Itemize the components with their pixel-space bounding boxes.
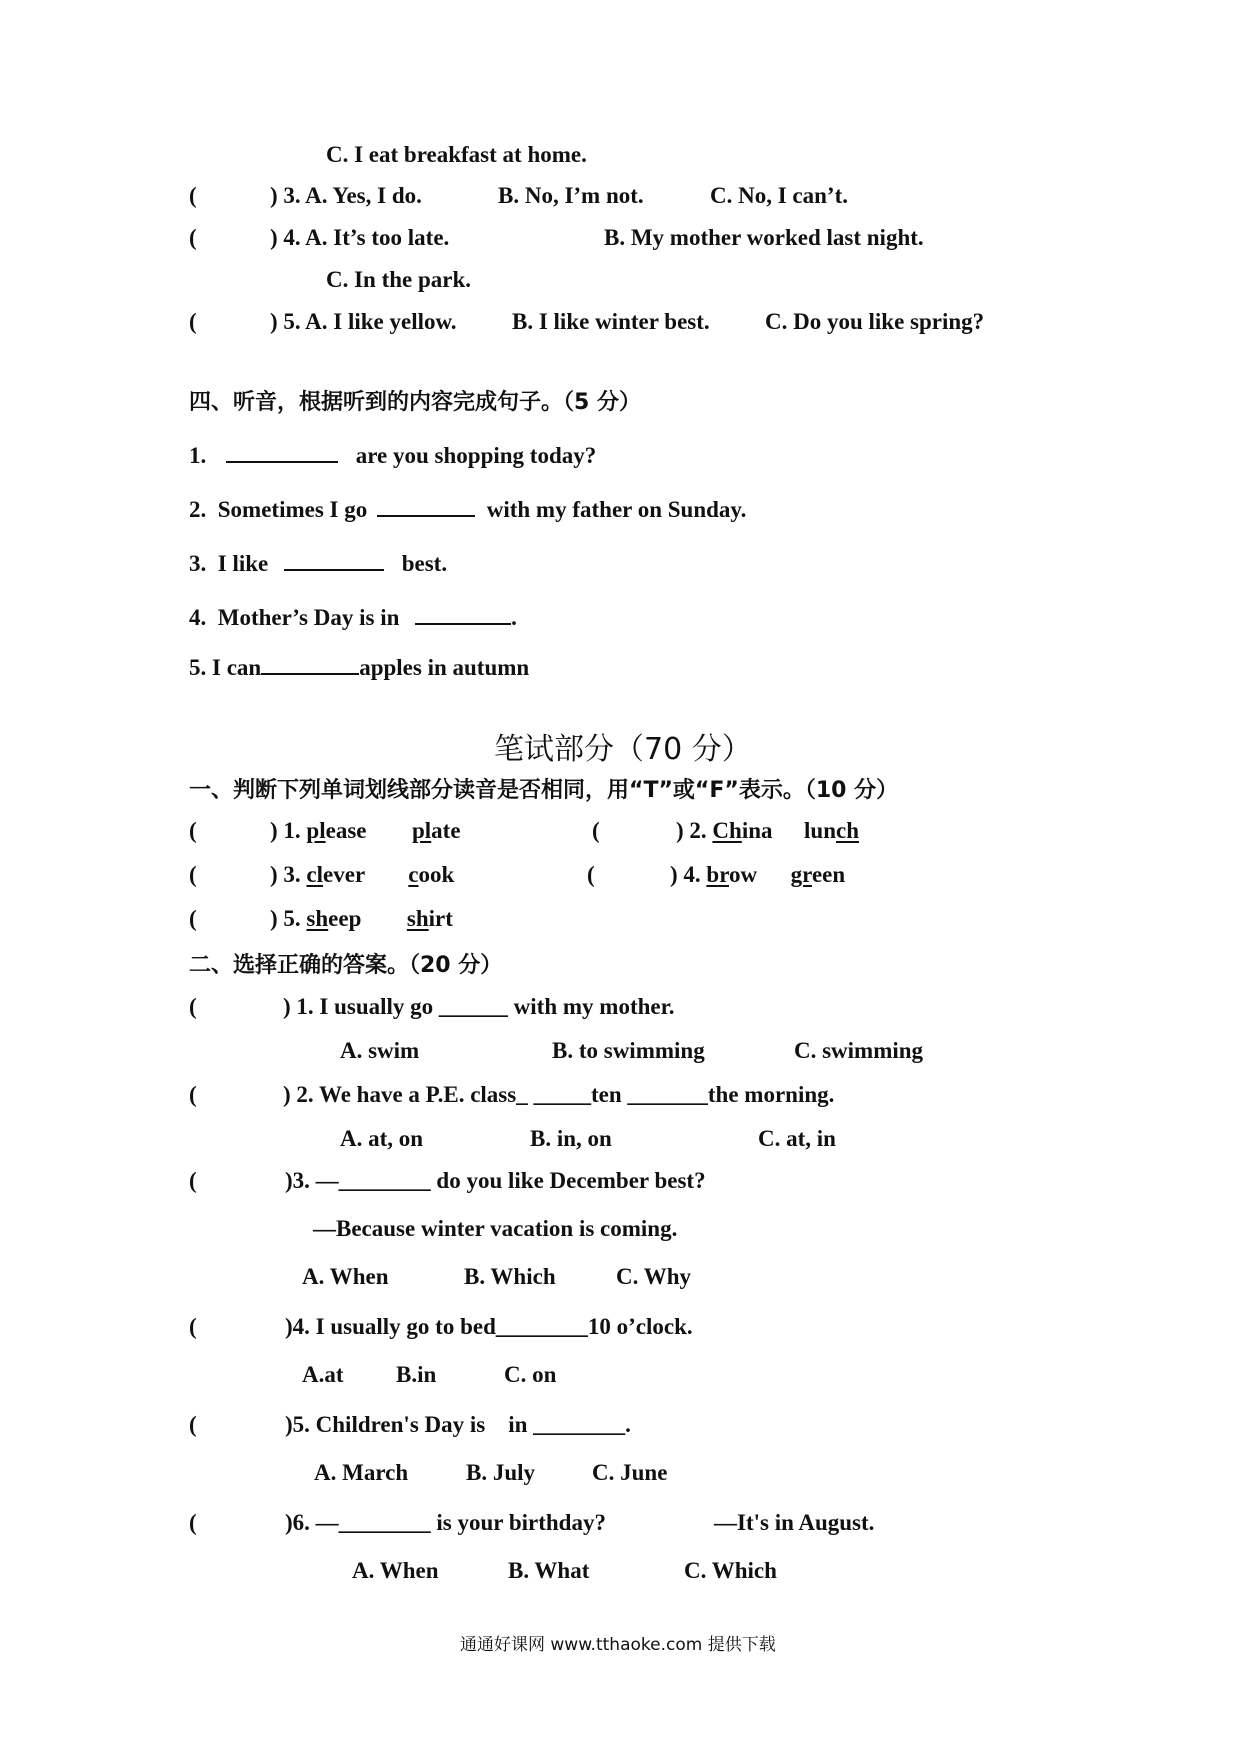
question-4-option-a: ) 4. A. It’s too late. bbox=[270, 225, 450, 250]
question-3-option-b: B. No, I’m not. bbox=[498, 183, 644, 208]
question-5-option-c: C. Do you like spring? bbox=[765, 309, 985, 334]
answer-blank[interactable] bbox=[226, 441, 338, 463]
question-4-option-c: C. In the park. bbox=[326, 267, 472, 292]
sentence-3 bbox=[189, 549, 447, 577]
item-number: ) 1. bbox=[270, 818, 301, 843]
item-number: 1. bbox=[189, 443, 207, 468]
question-3-option-a: ) 3. A. Yes, I do. bbox=[270, 183, 422, 208]
word-rest: ever bbox=[323, 862, 365, 887]
underlined-letters: ch bbox=[836, 818, 859, 843]
option-a: A. at, on bbox=[340, 1126, 424, 1151]
word-rest: ina bbox=[741, 818, 773, 843]
sentence-text: . bbox=[511, 605, 517, 630]
option-c: C. on bbox=[504, 1362, 557, 1387]
option-b: B. Which bbox=[464, 1264, 556, 1289]
answer-blank[interactable] bbox=[261, 653, 359, 675]
answer-blank[interactable] bbox=[377, 495, 475, 517]
item-number: 3. bbox=[189, 551, 207, 576]
sentence-2 bbox=[189, 495, 746, 523]
underlined-letters: c bbox=[408, 862, 419, 887]
option-a: A. When bbox=[302, 1264, 389, 1289]
option-b: B. in, on bbox=[530, 1126, 612, 1151]
underlined-letters: Ch bbox=[712, 818, 742, 843]
answer-paren: ( bbox=[189, 862, 197, 887]
word-rest: ease bbox=[325, 818, 367, 843]
question-stem-5: )5. Children's Day is in ________. bbox=[285, 1412, 631, 1437]
word-rest: ow bbox=[729, 862, 758, 887]
item-number: 2. bbox=[189, 497, 207, 522]
section-heading: 二、选择正确的答案。（20 分） bbox=[189, 953, 503, 978]
answer-paren: ( bbox=[189, 183, 197, 208]
underlined-letters: br bbox=[706, 862, 730, 887]
question-4-option-b: B. My mother worked last night. bbox=[604, 225, 924, 250]
sentence-text: Mother’s Day is in bbox=[217, 605, 400, 630]
answer-paren: ( bbox=[189, 994, 197, 1019]
option-a: A. When bbox=[352, 1558, 439, 1583]
pronunciation-item-4 bbox=[670, 862, 845, 888]
underlined-letters: cl bbox=[306, 862, 324, 887]
sentence-1 bbox=[189, 441, 596, 469]
option-a: A. March bbox=[314, 1460, 409, 1485]
answer-paren: ( bbox=[189, 1510, 197, 1535]
question-stem-2: ) 2. We have a P.E. class_ _____ten _______the morning. bbox=[283, 1082, 835, 1107]
sentence-text: best. bbox=[401, 551, 448, 576]
dialogue-reply: —It's in August. bbox=[714, 1510, 875, 1535]
option-a: A.at bbox=[302, 1362, 344, 1387]
question-stem-1: ) 1. I usually go ______ with my mother. bbox=[283, 994, 675, 1019]
answer-paren: ( bbox=[592, 818, 600, 843]
answer-paren: ( bbox=[189, 1168, 197, 1193]
option-q2-c: C. I eat breakfast at home. bbox=[326, 142, 587, 167]
option-b: B.in bbox=[396, 1362, 437, 1387]
option-a: A. swim bbox=[340, 1038, 420, 1063]
answer-paren: ( bbox=[587, 862, 595, 887]
word-rest: ook bbox=[418, 862, 455, 887]
sentence-4 bbox=[189, 603, 517, 631]
underlined-letters: sh bbox=[306, 906, 329, 931]
pronunciation-item-2 bbox=[676, 818, 859, 844]
item-number: ) 4. bbox=[670, 862, 701, 887]
sentence-text: with my father on Sunday. bbox=[486, 497, 747, 522]
word-rest: eep bbox=[328, 906, 362, 931]
option-c: C. Why bbox=[616, 1264, 691, 1289]
item-number: 4. bbox=[189, 605, 207, 630]
page-footer: 通通好课网 www.tthaoke.com 提供下载 bbox=[460, 1635, 776, 1655]
answer-paren: ( bbox=[189, 309, 197, 334]
dialogue-reply: —Because winter vacation is coming. bbox=[313, 1216, 678, 1241]
sentence-text: 5. I can bbox=[189, 655, 262, 680]
pronunciation-item-5 bbox=[270, 906, 453, 932]
pronunciation-item-3 bbox=[270, 862, 454, 888]
option-b: B. to swimming bbox=[552, 1038, 705, 1063]
question-5-option-b: B. I like winter best. bbox=[512, 309, 710, 334]
option-b: B. July bbox=[466, 1460, 536, 1485]
answer-blank[interactable] bbox=[415, 603, 511, 625]
sentence-text: are you shopping today? bbox=[355, 443, 597, 468]
word-rest: irt bbox=[428, 906, 453, 931]
answer-paren: ( bbox=[189, 1082, 197, 1107]
answer-paren: ( bbox=[189, 906, 197, 931]
answer-paren: ( bbox=[189, 225, 197, 250]
question-stem-6: )6. —________ is your birthday? bbox=[285, 1510, 606, 1535]
option-c: C. June bbox=[592, 1460, 668, 1485]
word-rest: lun bbox=[804, 818, 836, 843]
option-c: C. swimming bbox=[794, 1038, 924, 1063]
answer-paren: ( bbox=[189, 818, 197, 843]
answer-paren: ( bbox=[189, 1412, 197, 1437]
question-stem-3: )3. —________ do you like December best? bbox=[285, 1168, 706, 1193]
section-heading: 一、判断下列单词划线部分读音是否相同，用“T”或“F”表示。（10 分） bbox=[189, 778, 899, 803]
word-rest: een bbox=[811, 862, 846, 887]
sentence-text: apples in autumn bbox=[359, 655, 530, 680]
answer-blank[interactable] bbox=[284, 549, 384, 571]
sentence-text: I like bbox=[217, 551, 269, 576]
underlined-letters: pl bbox=[411, 818, 432, 843]
underlined-letters: gr bbox=[790, 862, 812, 887]
option-b: B. What bbox=[508, 1558, 590, 1583]
sentence-text: Sometimes I go bbox=[217, 497, 368, 522]
option-c: C. at, in bbox=[758, 1126, 836, 1151]
question-stem-4: )4. I usually go to bed________10 o’clock. bbox=[285, 1314, 693, 1339]
word-rest: ate bbox=[431, 818, 461, 843]
item-number: ) 3. bbox=[270, 862, 301, 887]
section-title: 笔试部分（70 分） bbox=[494, 732, 752, 767]
item-number: ) 5. bbox=[270, 906, 301, 931]
underlined-letters: pl bbox=[306, 818, 326, 843]
question-5-option-a: ) 5. A. I like yellow. bbox=[270, 309, 457, 334]
item-number: ) 2. bbox=[676, 818, 707, 843]
underlined-letters: sh bbox=[406, 906, 429, 931]
question-3-option-c: C. No, I can’t. bbox=[710, 183, 848, 208]
section-heading: 四、听音，根据听到的内容完成句子。（5 分） bbox=[189, 390, 641, 415]
option-c: C. Which bbox=[684, 1558, 777, 1583]
sentence-5 bbox=[189, 653, 529, 681]
pronunciation-item-1 bbox=[270, 818, 461, 844]
answer-paren: ( bbox=[189, 1314, 197, 1339]
